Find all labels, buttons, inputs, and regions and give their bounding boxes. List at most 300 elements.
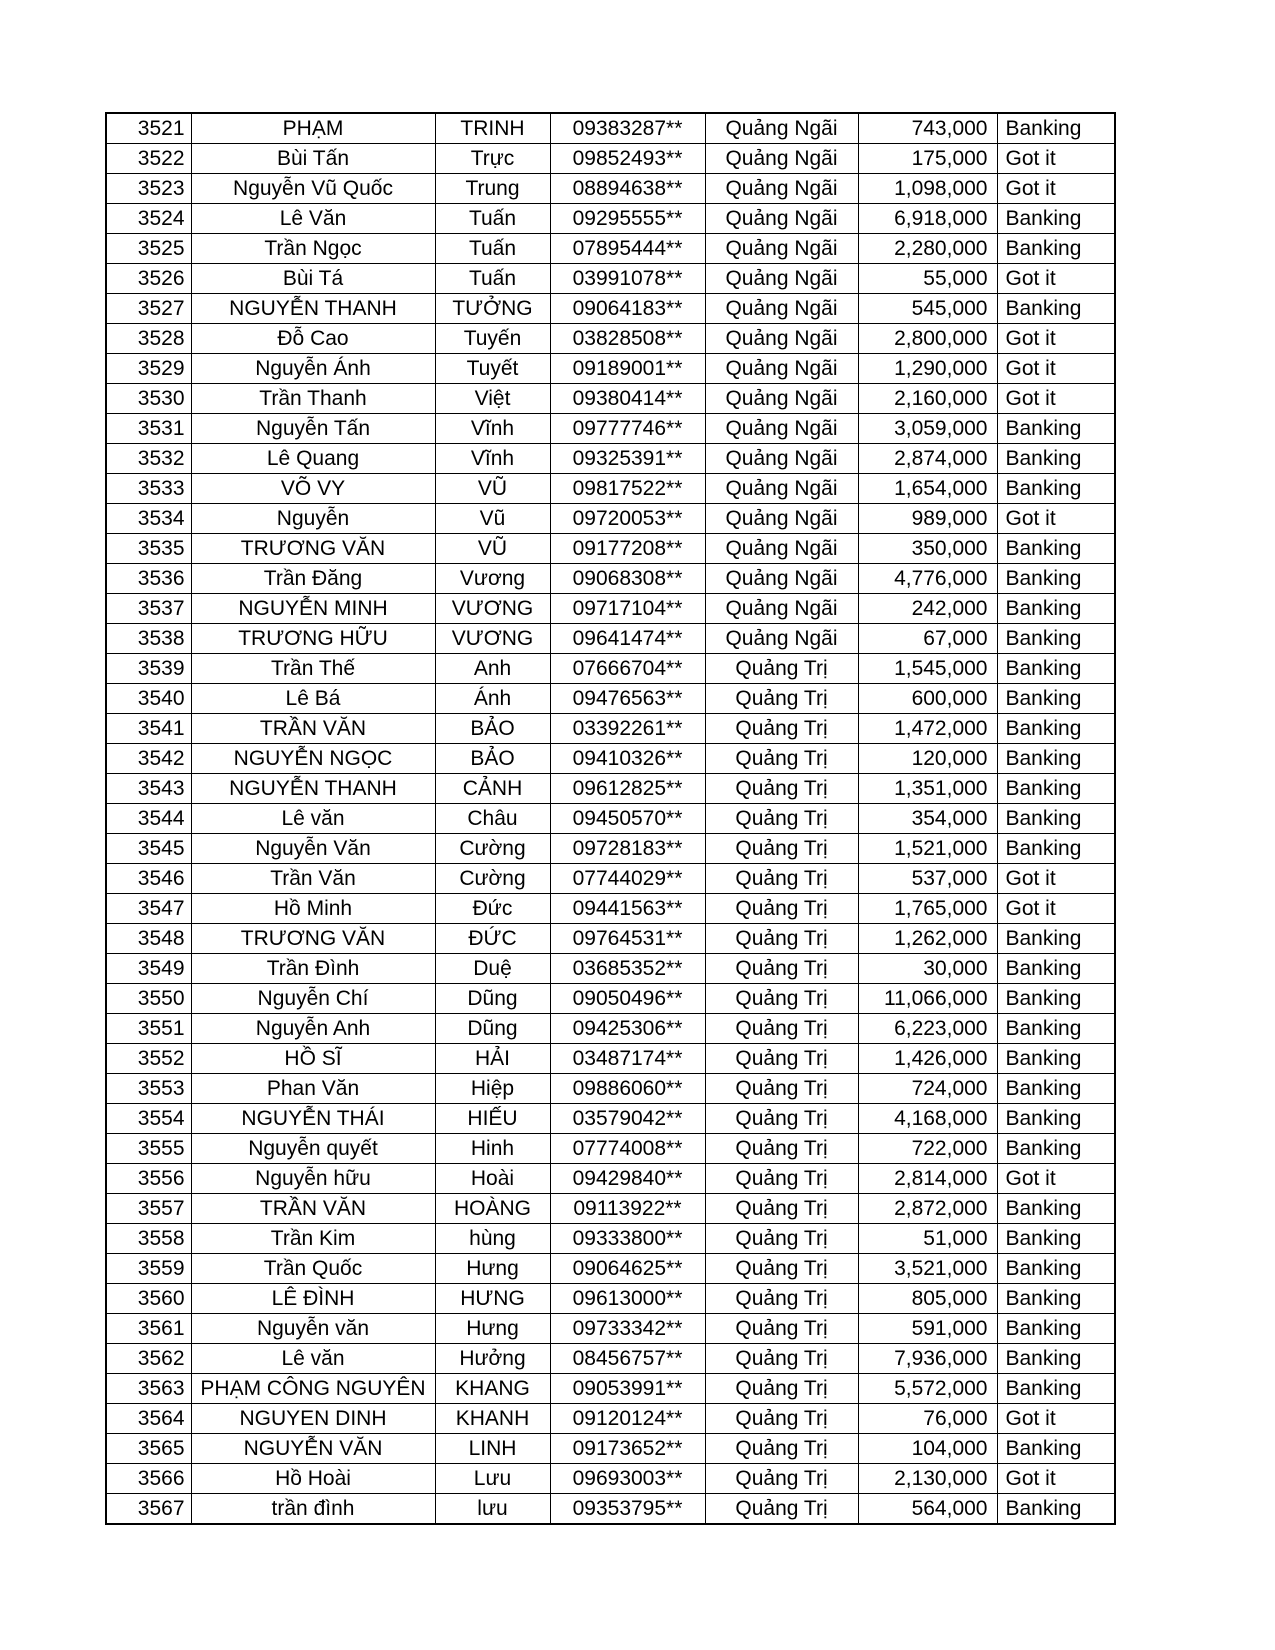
last-middle-name-cell: Hồ Hoài (191, 1464, 435, 1494)
first-name-cell: Trung (435, 174, 550, 204)
first-name-cell: Hiệp (435, 1074, 550, 1104)
amount-cell: 1,351,000 (858, 774, 997, 804)
payment-method-cell: Banking (997, 714, 1115, 744)
first-name-cell: Tuyến (435, 324, 550, 354)
amount-cell: 743,000 (858, 113, 997, 144)
phone-number-cell: 07666704** (550, 654, 705, 684)
amount-cell: 1,765,000 (858, 894, 997, 924)
amount-cell: 120,000 (858, 744, 997, 774)
province-cell: Quảng Trị (705, 954, 858, 984)
province-cell: Quảng Trị (705, 1404, 858, 1434)
last-middle-name-cell: Nguyễn Vũ Quốc (191, 174, 435, 204)
province-cell: Quảng Trị (705, 924, 858, 954)
last-middle-name-cell: Trần Thế (191, 654, 435, 684)
province-cell: Quảng Trị (705, 1284, 858, 1314)
table-row (106, 1014, 1115, 1044)
record-id-cell: 3530 (106, 384, 191, 414)
phone-number-cell: 09189001** (550, 354, 705, 384)
province-cell: Quảng Trị (705, 1044, 858, 1074)
phone-number-cell: 07744029** (550, 864, 705, 894)
table-row (106, 414, 1115, 444)
first-name-cell: LINH (435, 1434, 550, 1464)
phone-number-cell: 09325391** (550, 444, 705, 474)
province-cell: Quảng Ngãi (705, 474, 858, 504)
record-id-cell: 3539 (106, 654, 191, 684)
amount-cell: 2,872,000 (858, 1194, 997, 1224)
table-row (106, 1284, 1115, 1314)
payment-method-cell: Got it (997, 324, 1115, 354)
table-row (106, 324, 1115, 354)
last-middle-name-cell: Trần Kim (191, 1224, 435, 1254)
last-middle-name-cell: Nguyễn Chí (191, 984, 435, 1014)
record-id-cell: 3561 (106, 1314, 191, 1344)
phone-number-cell: 09333800** (550, 1224, 705, 1254)
amount-cell: 537,000 (858, 864, 997, 894)
province-cell: Quảng Trị (705, 1434, 858, 1464)
last-middle-name-cell: NGUYỄN MINH (191, 594, 435, 624)
payment-method-cell: Banking (997, 1074, 1115, 1104)
phone-number-cell: 09429840** (550, 1164, 705, 1194)
record-id-cell: 3536 (106, 564, 191, 594)
amount-cell: 4,168,000 (858, 1104, 997, 1134)
province-cell: Quảng Trị (705, 804, 858, 834)
first-name-cell: Vĩnh (435, 414, 550, 444)
payment-method-cell: Banking (997, 1494, 1115, 1525)
phone-number-cell: 09728183** (550, 834, 705, 864)
record-id-cell: 3529 (106, 354, 191, 384)
record-id-cell: 3564 (106, 1404, 191, 1434)
province-cell: Quảng Ngãi (705, 264, 858, 294)
table-row (106, 1344, 1115, 1374)
phone-number-cell: 09777746** (550, 414, 705, 444)
payment-method-cell: Banking (997, 1224, 1115, 1254)
table-row (106, 1254, 1115, 1284)
amount-cell: 1,654,000 (858, 474, 997, 504)
phone-number-cell: 09050496** (550, 984, 705, 1014)
table-row (106, 294, 1115, 324)
first-name-cell: Hinh (435, 1134, 550, 1164)
phone-number-cell: 03685352** (550, 954, 705, 984)
record-id-cell: 3526 (106, 264, 191, 294)
phone-number-cell: 09068308** (550, 564, 705, 594)
record-id-cell: 3553 (106, 1074, 191, 1104)
last-middle-name-cell: Nguyễn Ánh (191, 354, 435, 384)
record-id-cell: 3563 (106, 1374, 191, 1404)
first-name-cell: CẢNH (435, 774, 550, 804)
table-row (106, 804, 1115, 834)
record-id-cell: 3549 (106, 954, 191, 984)
amount-cell: 1,521,000 (858, 834, 997, 864)
amount-cell: 600,000 (858, 684, 997, 714)
amount-cell: 55,000 (858, 264, 997, 294)
amount-cell: 805,000 (858, 1284, 997, 1314)
province-cell: Quảng Trị (705, 1344, 858, 1374)
last-middle-name-cell: TRƯƠNG HỮU (191, 624, 435, 654)
payment-method-cell: Banking (997, 1284, 1115, 1314)
first-name-cell: Hưng (435, 1314, 550, 1344)
phone-number-cell: 03579042** (550, 1104, 705, 1134)
province-cell: Quảng Trị (705, 1104, 858, 1134)
payment-method-cell: Got it (997, 1164, 1115, 1194)
first-name-cell: Vũ (435, 504, 550, 534)
phone-number-cell: 03991078** (550, 264, 705, 294)
phone-number-cell: 07895444** (550, 234, 705, 264)
record-id-cell: 3541 (106, 714, 191, 744)
amount-cell: 51,000 (858, 1224, 997, 1254)
phone-number-cell: 09641474** (550, 624, 705, 654)
table-row (106, 744, 1115, 774)
first-name-cell: KHANH (435, 1404, 550, 1434)
first-name-cell: Hoài (435, 1164, 550, 1194)
first-name-cell: VƯƠNG (435, 594, 550, 624)
first-name-cell: HIẾU (435, 1104, 550, 1134)
table-row (106, 204, 1115, 234)
amount-cell: 2,160,000 (858, 384, 997, 414)
payment-method-cell: Banking (997, 564, 1115, 594)
payment-method-cell: Banking (997, 1194, 1115, 1224)
phone-number-cell: 09450570** (550, 804, 705, 834)
amount-cell: 5,572,000 (858, 1374, 997, 1404)
last-middle-name-cell: Lê Văn (191, 204, 435, 234)
record-id-cell: 3521 (106, 113, 191, 144)
first-name-cell: KHANG (435, 1374, 550, 1404)
amount-cell: 4,776,000 (858, 564, 997, 594)
last-middle-name-cell: Nguyễn Anh (191, 1014, 435, 1044)
payment-method-cell: Banking (997, 984, 1115, 1014)
province-cell: Quảng Ngãi (705, 414, 858, 444)
amount-cell: 242,000 (858, 594, 997, 624)
first-name-cell: TRINH (435, 113, 550, 144)
payment-method-cell: Got it (997, 384, 1115, 414)
province-cell: Quảng Ngãi (705, 624, 858, 654)
table-row (106, 1134, 1115, 1164)
phone-number-cell: 03487174** (550, 1044, 705, 1074)
amount-cell: 1,098,000 (858, 174, 997, 204)
first-name-cell: Dũng (435, 1014, 550, 1044)
payment-method-cell: Banking (997, 444, 1115, 474)
amount-cell: 76,000 (858, 1404, 997, 1434)
last-middle-name-cell: Lê văn (191, 804, 435, 834)
payment-method-cell: Banking (997, 1104, 1115, 1134)
amount-cell: 545,000 (858, 294, 997, 324)
last-middle-name-cell: HỒ SĨ (191, 1044, 435, 1074)
record-id-cell: 3556 (106, 1164, 191, 1194)
province-cell: Quảng Trị (705, 864, 858, 894)
record-id-cell: 3537 (106, 594, 191, 624)
province-cell: Quảng Ngãi (705, 594, 858, 624)
first-name-cell: Dũng (435, 984, 550, 1014)
payment-method-cell: Got it (997, 144, 1115, 174)
last-middle-name-cell: Trần Đình (191, 954, 435, 984)
record-id-cell: 3546 (106, 864, 191, 894)
record-id-cell: 3531 (106, 414, 191, 444)
amount-cell: 30,000 (858, 954, 997, 984)
phone-number-cell: 09380414** (550, 384, 705, 414)
province-cell: Quảng Trị (705, 1134, 858, 1164)
phone-number-cell: 07774008** (550, 1134, 705, 1164)
last-middle-name-cell: TRƯƠNG VĂN (191, 924, 435, 954)
first-name-cell: Châu (435, 804, 550, 834)
amount-cell: 722,000 (858, 1134, 997, 1164)
province-cell: Quảng Ngãi (705, 113, 858, 144)
amount-cell: 564,000 (858, 1494, 997, 1525)
table-row (106, 654, 1115, 684)
payment-method-cell: Got it (997, 894, 1115, 924)
record-id-cell: 3547 (106, 894, 191, 924)
table-row (106, 924, 1115, 954)
last-middle-name-cell: Trần Thanh (191, 384, 435, 414)
record-id-cell: 3544 (106, 804, 191, 834)
payment-method-cell: Banking (997, 474, 1115, 504)
province-cell: Quảng Ngãi (705, 204, 858, 234)
payment-method-cell: Banking (997, 954, 1115, 984)
payment-method-cell: Banking (997, 924, 1115, 954)
last-middle-name-cell: Nguyễn hữu (191, 1164, 435, 1194)
province-cell: Quảng Trị (705, 744, 858, 774)
record-id-cell: 3532 (106, 444, 191, 474)
payment-method-cell: Banking (997, 1254, 1115, 1284)
last-middle-name-cell: Lê Bá (191, 684, 435, 714)
province-cell: Quảng Trị (705, 1314, 858, 1344)
table-row (106, 594, 1115, 624)
record-id-cell: 3538 (106, 624, 191, 654)
last-middle-name-cell: NGUYEN DINH (191, 1404, 435, 1434)
amount-cell: 3,059,000 (858, 414, 997, 444)
phone-number-cell: 09425306** (550, 1014, 705, 1044)
province-cell: Quảng Ngãi (705, 294, 858, 324)
table-row (106, 1434, 1115, 1464)
first-name-cell: ĐỨC (435, 924, 550, 954)
phone-number-cell: 09120124** (550, 1404, 705, 1434)
amount-cell: 3,521,000 (858, 1254, 997, 1284)
table-row (106, 1044, 1115, 1074)
record-id-cell: 3528 (106, 324, 191, 354)
payment-method-cell: Banking (997, 414, 1115, 444)
last-middle-name-cell: PHẠM (191, 113, 435, 144)
record-id-cell: 3524 (106, 204, 191, 234)
last-middle-name-cell: Bùi Tá (191, 264, 435, 294)
first-name-cell: VƯƠNG (435, 624, 550, 654)
record-id-cell: 3523 (106, 174, 191, 204)
first-name-cell: Vĩnh (435, 444, 550, 474)
last-middle-name-cell: NGUYỄN NGỌC (191, 744, 435, 774)
payment-method-cell: Got it (997, 504, 1115, 534)
record-id-cell: 3550 (106, 984, 191, 1014)
last-middle-name-cell: Phan Văn (191, 1074, 435, 1104)
first-name-cell: Duệ (435, 954, 550, 984)
record-id-cell: 3548 (106, 924, 191, 954)
table-row (106, 564, 1115, 594)
record-id-cell: 3543 (106, 774, 191, 804)
table-row (106, 444, 1115, 474)
last-middle-name-cell: NGUYỄN THÁI (191, 1104, 435, 1134)
amount-cell: 6,223,000 (858, 1014, 997, 1044)
province-cell: Quảng Trị (705, 894, 858, 924)
amount-cell: 2,874,000 (858, 444, 997, 474)
amount-cell: 2,800,000 (858, 324, 997, 354)
record-id-cell: 3551 (106, 1014, 191, 1044)
province-cell: Quảng Trị (705, 714, 858, 744)
record-id-cell: 3565 (106, 1434, 191, 1464)
province-cell: Quảng Trị (705, 1074, 858, 1104)
payment-method-cell: Banking (997, 1374, 1115, 1404)
table-row (106, 534, 1115, 564)
table-row (106, 714, 1115, 744)
phone-number-cell: 09353795** (550, 1494, 705, 1525)
phone-number-cell: 09613000** (550, 1284, 705, 1314)
amount-cell: 2,280,000 (858, 234, 997, 264)
last-middle-name-cell: Lê văn (191, 1344, 435, 1374)
payment-method-cell: Banking (997, 624, 1115, 654)
payment-method-cell: Got it (997, 864, 1115, 894)
province-cell: Quảng Ngãi (705, 324, 858, 354)
first-name-cell: Đức (435, 894, 550, 924)
last-middle-name-cell: TRẦN VĂN (191, 714, 435, 744)
record-id-cell: 3560 (106, 1284, 191, 1314)
phone-number-cell: 09383287** (550, 113, 705, 144)
first-name-cell: Vương (435, 564, 550, 594)
province-cell: Quảng Ngãi (705, 564, 858, 594)
last-middle-name-cell: Trần Đăng (191, 564, 435, 594)
payment-method-cell: Banking (997, 684, 1115, 714)
record-id-cell: 3559 (106, 1254, 191, 1284)
amount-cell: 104,000 (858, 1434, 997, 1464)
phone-number-cell: 03828508** (550, 324, 705, 354)
first-name-cell: TƯỞNG (435, 294, 550, 324)
phone-number-cell: 09113922** (550, 1194, 705, 1224)
record-id-cell: 3522 (106, 144, 191, 174)
record-id-cell: 3552 (106, 1044, 191, 1074)
record-id-cell: 3535 (106, 534, 191, 564)
table-row (106, 474, 1115, 504)
phone-number-cell: 09693003** (550, 1464, 705, 1494)
amount-cell: 67,000 (858, 624, 997, 654)
amount-cell: 1,290,000 (858, 354, 997, 384)
province-cell: Quảng Ngãi (705, 444, 858, 474)
last-middle-name-cell: NGUYỄN THANH (191, 294, 435, 324)
record-id-cell: 3566 (106, 1464, 191, 1494)
payment-method-cell: Banking (997, 1434, 1115, 1464)
amount-cell: 11,066,000 (858, 984, 997, 1014)
table-row (106, 1494, 1115, 1525)
amount-cell: 1,426,000 (858, 1044, 997, 1074)
payment-method-cell: Banking (997, 534, 1115, 564)
first-name-cell: Trực (435, 144, 550, 174)
table-row (106, 1314, 1115, 1344)
first-name-cell: hùng (435, 1224, 550, 1254)
phone-number-cell: 09886060** (550, 1074, 705, 1104)
last-middle-name-cell: Trần Quốc (191, 1254, 435, 1284)
last-middle-name-cell: Trần Ngọc (191, 234, 435, 264)
record-id-cell: 3554 (106, 1104, 191, 1134)
record-id-cell: 3555 (106, 1134, 191, 1164)
table-row (106, 1104, 1115, 1134)
record-id-cell: 3545 (106, 834, 191, 864)
data-table (105, 112, 1116, 1525)
table-row (106, 1224, 1115, 1254)
phone-number-cell: 08456757** (550, 1344, 705, 1374)
phone-number-cell: 09720053** (550, 504, 705, 534)
table-body (106, 113, 1115, 1524)
amount-cell: 1,545,000 (858, 654, 997, 684)
last-middle-name-cell: Nguyễn quyết (191, 1134, 435, 1164)
record-id-cell: 3540 (106, 684, 191, 714)
first-name-cell: Tuyết (435, 354, 550, 384)
phone-number-cell: 09764531** (550, 924, 705, 954)
amount-cell: 1,262,000 (858, 924, 997, 954)
last-middle-name-cell: Nguyễn văn (191, 1314, 435, 1344)
record-id-cell: 3542 (106, 744, 191, 774)
last-middle-name-cell: Bùi Tấn (191, 144, 435, 174)
province-cell: Quảng Trị (705, 774, 858, 804)
province-cell: Quảng Ngãi (705, 384, 858, 414)
province-cell: Quảng Trị (705, 684, 858, 714)
last-middle-name-cell: LÊ ĐÌNH (191, 1284, 435, 1314)
last-middle-name-cell: NGUYỄN THANH (191, 774, 435, 804)
payment-method-cell: Banking (997, 654, 1115, 684)
first-name-cell: HẢI (435, 1044, 550, 1074)
phone-number-cell: 09064183** (550, 294, 705, 324)
first-name-cell: HOÀNG (435, 1194, 550, 1224)
record-id-cell: 3562 (106, 1344, 191, 1374)
phone-number-cell: 09177208** (550, 534, 705, 564)
phone-number-cell: 03392261** (550, 714, 705, 744)
phone-number-cell: 09817522** (550, 474, 705, 504)
table-row (106, 1194, 1115, 1224)
phone-number-cell: 09441563** (550, 894, 705, 924)
province-cell: Quảng Trị (705, 1254, 858, 1284)
province-cell: Quảng Trị (705, 1194, 858, 1224)
table-row (106, 984, 1115, 1014)
last-middle-name-cell: Nguyễn Văn (191, 834, 435, 864)
payment-method-cell: Banking (997, 204, 1115, 234)
payment-method-cell: Banking (997, 594, 1115, 624)
first-name-cell: Lưu (435, 1464, 550, 1494)
payment-method-cell: Got it (997, 174, 1115, 204)
table-row (106, 113, 1115, 144)
payment-method-cell: Banking (997, 1014, 1115, 1044)
first-name-cell: VŨ (435, 534, 550, 564)
first-name-cell: HƯNG (435, 1284, 550, 1314)
payment-method-cell: Banking (997, 234, 1115, 264)
phone-number-cell: 09173652** (550, 1434, 705, 1464)
first-name-cell: Hưởng (435, 1344, 550, 1374)
province-cell: Quảng Trị (705, 1464, 858, 1494)
amount-cell: 2,814,000 (858, 1164, 997, 1194)
amount-cell: 7,936,000 (858, 1344, 997, 1374)
last-middle-name-cell: TRẦN VĂN (191, 1194, 435, 1224)
first-name-cell: Việt (435, 384, 550, 414)
province-cell: Quảng Trị (705, 1374, 858, 1404)
first-name-cell: Tuấn (435, 234, 550, 264)
table-row (106, 834, 1115, 864)
record-id-cell: 3534 (106, 504, 191, 534)
last-middle-name-cell: TRƯƠNG VĂN (191, 534, 435, 564)
table-row (106, 234, 1115, 264)
amount-cell: 1,472,000 (858, 714, 997, 744)
table-row (106, 1074, 1115, 1104)
first-name-cell: Ánh (435, 684, 550, 714)
amount-cell: 591,000 (858, 1314, 997, 1344)
first-name-cell: BẢO (435, 714, 550, 744)
province-cell: Quảng Trị (705, 1164, 858, 1194)
record-id-cell: 3533 (106, 474, 191, 504)
phone-number-cell: 09064625** (550, 1254, 705, 1284)
amount-cell: 989,000 (858, 504, 997, 534)
amount-cell: 724,000 (858, 1074, 997, 1104)
amount-cell: 6,918,000 (858, 204, 997, 234)
table-row (106, 264, 1115, 294)
